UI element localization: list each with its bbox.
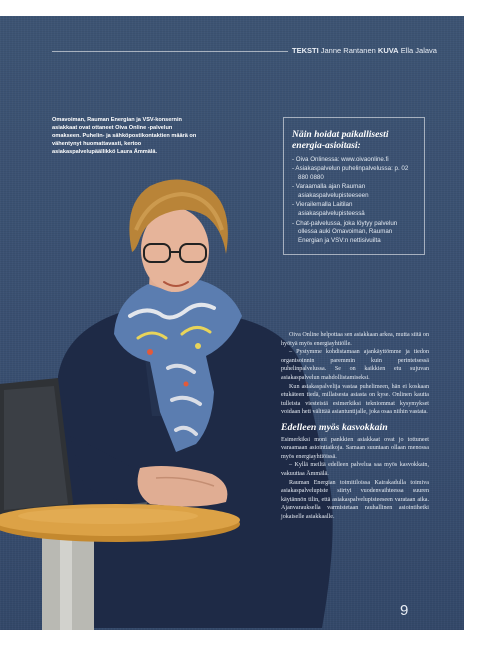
body-paragraph: Esimerkiksi moni pankkien asiakkaat ovat jo tottuneet varaamaan asiointiaikoja. Samaan suuntaan ollaan menossa myös energiayhtiöissä. [281,436,429,460]
body-paragraph: Oiva Online helpottaa sen asiakkaan arkea, mutta siitä on hyötyä myös energiayhtiölle. [281,332,429,347]
info-item: - Asiakaspalvelun puhelinpalvelussa: p. 02 880 0880 [292,165,409,182]
info-box [283,117,425,255]
body-paragraph: Rauman Energian toimitiloissa Kairakadulla toimiva asiakaspalvelupiste siirtyi vuodenvaihteessa suuren käytännön tilin, että asiakaspalvelupisteeseen varataan aika. Ajanvarauksella varmistetaan rauhallinen asiointihetki jokaiselle asiakkaalle. [281,479,429,520]
article-body [281,331,429,521]
magazine-page [0,16,464,630]
info-item: - Chat-palvelussa, joka löytyy palvelun ollessa auki Omavoiman, Rauman Energian ja VSV:n nettisivuilta [292,219,398,245]
portrait-photo [0,16,464,630]
page-number: 9 [400,602,409,619]
subheading: Edelleen myös kasvokkain [281,421,388,433]
byline [292,46,437,55]
text-credit-name: Janne Rantanen [320,46,376,55]
credit-rule [52,51,288,52]
body-paragraph: – Kyllä meiltä edelleen palvelua saa myös kasvokkain, vakuuttaa Ämmälä. [281,462,429,477]
info-item: - Oiva Onlinessa: www.oivaonline.fi [292,156,389,163]
photo-credit-label: KUVA [377,46,399,55]
info-box-title: Näin hoidat paikallisesti energia-asioitasi: [292,129,389,151]
photo-caption: Omavoiman, Rauman Energian ja VSV-konsernin asiakkaat ovat ottaneet Oiva Online -palvelun omakseen. Puhelin- ja sähköpostikontaktien määrä on vähentynyt huomattavasti, kertoo asiakaspalvelupäällikkö Laura Ämmälä. [52,117,197,155]
photo-credit-name: Ella Jalava [400,46,437,55]
body-paragraph: Kun asiakaspalvelija vastaa puhelimeen, hän ei koskaan etukäteen tiedä, millaisesta asiasta on kyse. Onlinen kautta tulleista viesteistä esimerkiksi tekniommat kysymykset voidaan heti välittää asiantuntijalle, joka osaa niihin vastata. [281,383,429,416]
info-item: - Varaamalla ajan Rauman asiakaspalvelupisteeseen [292,183,369,200]
body-paragraph: – Pystymme kohdistamaan ajankäyttömme ja tiedon organisoinnin paremmin kuin perinteisessä puhelinpalvelussa. Se on kaikkien etu sujuvan asiakaspalvelun mahdollistamiseksi. [281,349,429,381]
text-credit-label: TEKSTI [292,46,319,55]
info-item: - Vierailemalla Laitilan asiakaspalvelupisteessä [292,201,365,218]
